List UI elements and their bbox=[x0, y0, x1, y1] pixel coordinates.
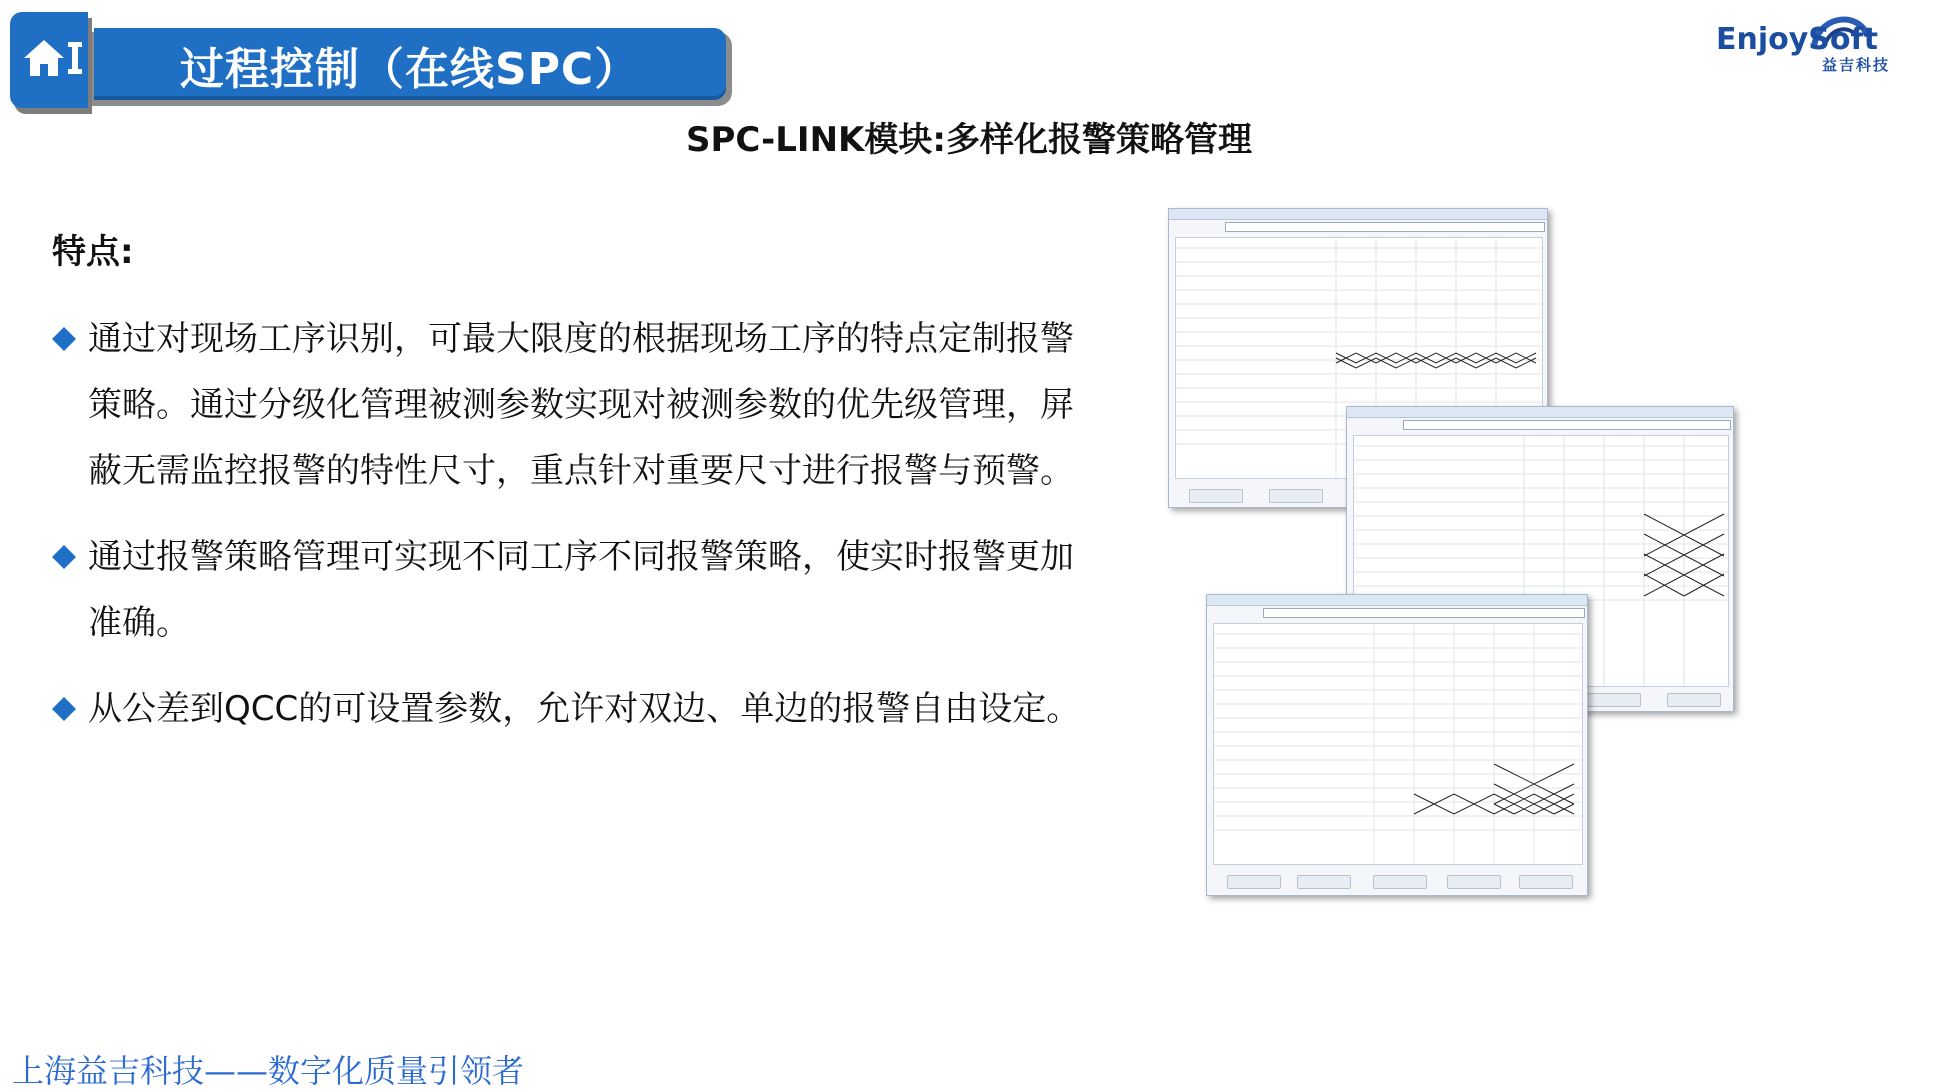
strategy-select bbox=[1403, 420, 1731, 430]
window-button bbox=[1587, 693, 1641, 707]
strategy-select bbox=[1263, 608, 1585, 618]
window-titlebar bbox=[1347, 407, 1733, 418]
feature-text: 从公差到QCC的可设置参数，允许对双边、单边的报警自由设定。 bbox=[88, 689, 1081, 729]
logo-text-cn: 益吉科技 bbox=[1822, 56, 1891, 74]
diamond-bullet-icon bbox=[52, 697, 76, 721]
company-logo bbox=[1716, 8, 1916, 78]
window-button bbox=[1189, 489, 1243, 503]
window-button bbox=[1373, 875, 1427, 889]
home-button[interactable] bbox=[10, 12, 88, 108]
footer-slogan: 上海益吉科技——数字化质量引领者 bbox=[12, 1052, 525, 1090]
home-icon bbox=[20, 36, 84, 82]
features-heading: 特点: bbox=[52, 232, 134, 272]
parameter-grid bbox=[1213, 623, 1583, 865]
window-button bbox=[1227, 875, 1281, 889]
window-button bbox=[1297, 875, 1351, 889]
module-subtitle: SPC-LINK模块:多样化报警策略管理 bbox=[686, 120, 1252, 160]
feature-item bbox=[52, 676, 1081, 742]
page-title: 过程控制（在线SPC） bbox=[180, 44, 640, 95]
diamond-bullet-icon bbox=[52, 545, 76, 569]
window-titlebar bbox=[1207, 595, 1587, 606]
window-button bbox=[1447, 875, 1501, 889]
feature-text: 通过报警策略管理可实现不同工序不同报警策略，使实时报警更加准确。 bbox=[88, 537, 1074, 643]
window-button bbox=[1667, 693, 1721, 707]
logo-text-en: EnjoySoft bbox=[1716, 22, 1878, 57]
feature-item bbox=[52, 306, 1074, 504]
window-titlebar bbox=[1169, 209, 1547, 220]
feature-list bbox=[52, 306, 1081, 762]
grid-lines bbox=[1214, 624, 1582, 864]
window-button bbox=[1519, 875, 1573, 889]
feature-item bbox=[52, 524, 1074, 656]
diamond-bullet-icon bbox=[52, 327, 76, 351]
window-button bbox=[1269, 489, 1323, 503]
alarm-settings-window-3 bbox=[1206, 594, 1588, 896]
strategy-select bbox=[1225, 222, 1545, 232]
feature-text: 通过对现场工序识别，可最大限度的根据现场工序的特点定制报警策略。通过分级化管理被测参数实现对被测参数的优先级管理，屏蔽无需监控报警的特性尺寸，重点针对重要尺寸进行报警与预警。 bbox=[88, 319, 1074, 491]
